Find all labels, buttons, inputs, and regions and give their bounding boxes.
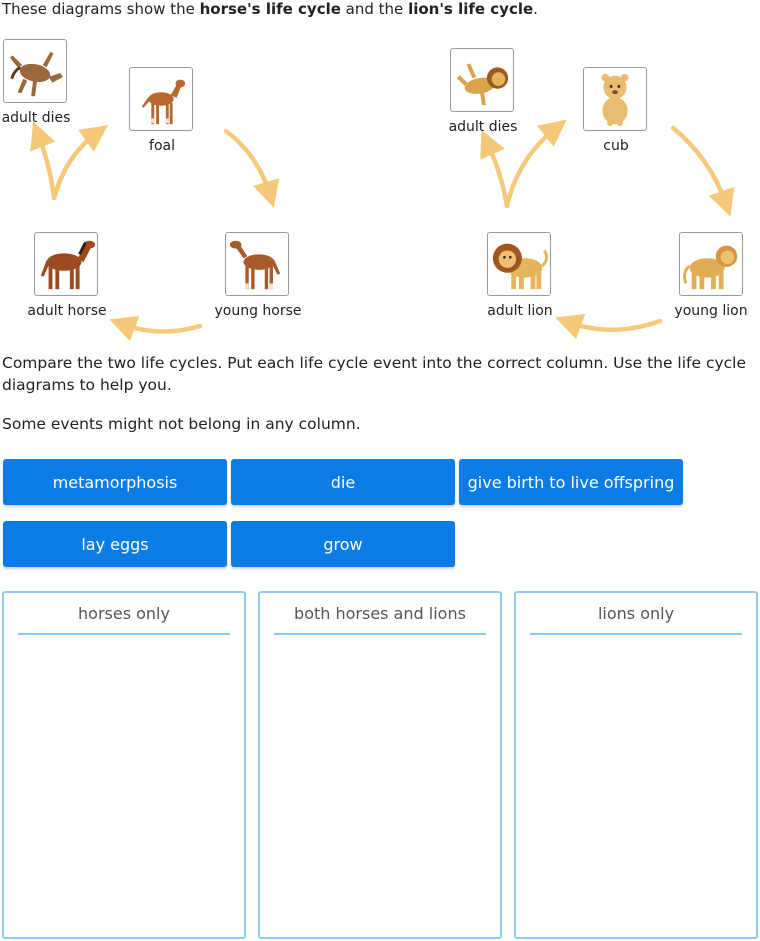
young-horse-icon (226, 233, 288, 295)
arrow-adult-horse-to-dies (38, 134, 54, 198)
arrow-foal-to-young-horse (226, 131, 270, 195)
adult-lion-label: adult lion (487, 303, 553, 319)
adult-horse-label: adult horse (27, 303, 107, 319)
arrow-young-horse-to-adult-horse (122, 324, 200, 332)
column-title-both: both horses and lions (274, 603, 486, 635)
lion-life-cycle-label: lion's life cycle (408, 0, 534, 18)
arrow-adult-lion-to-cub (507, 128, 556, 206)
lion-adult-dies-image (450, 48, 514, 112)
cub-label: cub (603, 138, 629, 154)
cub-image (583, 67, 647, 131)
tile-lay-eggs[interactable]: lay eggs (3, 521, 227, 567)
young-lion-image (679, 232, 743, 296)
arrow-adult-horse-to-foal (54, 133, 97, 198)
column-title-lions-only: lions only (530, 603, 742, 635)
horse-adult-dies-label: adult dies (1, 110, 71, 126)
adult-lion-icon (488, 233, 550, 295)
column-title-horses-only: horses only (18, 603, 230, 635)
instructions-some-events: Some events might not belong in any column. (2, 415, 361, 433)
column-horses-only[interactable] (2, 591, 246, 939)
lion-cub-icon (584, 68, 646, 130)
adult-horse-image (34, 232, 98, 296)
foal-icon (130, 68, 192, 130)
tile-die[interactable]: die (231, 459, 455, 505)
adult-lion-image (487, 232, 551, 296)
arrow-young-lion-to-adult-lion (568, 321, 660, 330)
young-lion-icon (680, 233, 742, 295)
fallen-lion-icon (451, 49, 513, 111)
tile-grow[interactable]: grow (231, 521, 455, 567)
intro-part: and the (340, 0, 409, 18)
adult-horse-icon (35, 233, 97, 295)
young-lion-label: young lion (674, 303, 748, 319)
lion-adult-dies-label: adult dies (448, 119, 518, 135)
instructions-compare: Compare the two life cycles. Put each life cycle event into the correct column. Use the life cycle diagrams to help you. (2, 354, 747, 394)
horse-life-cycle-label: horse's life cycle (199, 0, 341, 18)
intro-part: . (533, 0, 538, 18)
tile-give-birth-to-live-offspring[interactable]: give birth to live offspring (459, 459, 683, 505)
column-both-horses-and-lions[interactable] (258, 591, 502, 939)
intro-part: These diagrams show the (2, 0, 200, 18)
arrow-cub-to-young-lion (673, 128, 726, 204)
foal-label: foal (149, 138, 175, 154)
tile-metamorphosis[interactable]: metamorphosis (3, 459, 227, 505)
arrow-adult-lion-to-dies (487, 142, 507, 206)
young-horse-label: young horse (214, 303, 302, 319)
horse-adult-dies-image (3, 39, 67, 103)
fallen-horse-icon (4, 40, 66, 102)
cycle-arrows (0, 0, 760, 340)
foal-image (129, 67, 193, 131)
column-lions-only[interactable] (514, 591, 758, 939)
young-horse-image (225, 232, 289, 296)
